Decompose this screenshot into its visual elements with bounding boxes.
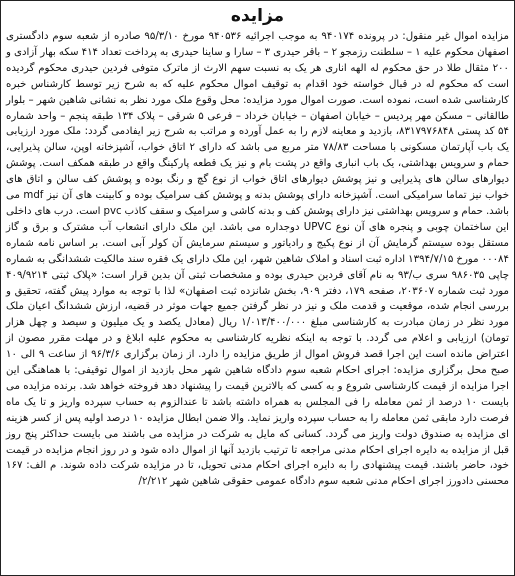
notice-body-text: مزایده اموال غیر منقول: در پرونده ۹۴۰۱۷۴ به موجب اجرائیه ۹۴۰۵۳۶ مورخ ۹۵/۳/۱۰ صادره از شعبه سوم دادگستری اصفهان محکوم علیه ۱ – سلطنت رزمجو ۲ – باقر حیدری ۳ – سارا و ساینا حیدری به پرداخت تعداد ۴۱۴ سکه بهار آزادی و ۲۰۰ مثقال طلا در حق محکوم له الهه اناری هر یک به نسبت سهم الارث از ماترک متوفی فردین حیدری محکوم گردیده است که محکوم له در قبال خواسته خود اقدام به توقیف اموال محکوم علیه که به شرح زیر توسط کارشناس خبره کارشناسی شده است، نموده است. صورت اموال مورد مزایده: محل وقوع ملک مورد نظر به نشانی شاهین شهر – بلوار طالقانی – مسکن مهر پردیس – خیابان اصفهان – خیابان خرداد – فرعی ۵ شرقی – پلاک ۱۳۴ طبقه پنجم – واحد شماره ۵۴ کد پستی ۸۳۱۷۹۷۶۸۴۸، بازدید و معاینه لازم را به عمل آورده و مراتب به شرح زیر ایفادمی گردد: ملک مورد ارزیابی یک باب آپارتمان مسکونی با مساحت ۷۸/۸۳ متر مربع می باشد که دارای ۲ اتاق خواب، آشپزخانه اوپن، سالن پذیرایی، حمام و سرویس بهداشتی، یک باب انباری واقع در پشت بام و نیز یک قطعه پارکینگ واقع در طبقه همکف است. پوشش دیوارهای سالن های پذیرایی و نیز پوشش دیوارهای اتاق خواب از نوع گچ و رنگ بوده و پوشش کف سالن و اتاق های خواب نیز تماما سرامیکی است. آشپزخانه دارای پوشش بدنه و پوشش کف سرامیک بوده و کابینت های آن نیز mdf می باشد. حمام و سرویس بهداشتی نیز دارای پوشش کف و بدنه کاشی و سرامیک و سقف کاذب pvc است. درب های داخلی این ساختمان چوبی و پنجره های آن نوع UPVC دوجداره می باشد. این ملک دارای انشعاب آب مشترک و برق و گاز مستقل بوده سیستم گرمایش آن از نوع پکیج و رادیاتور و سیستم سرمایش آن کولر آبی است. بر اساس نامه شماره ۰۰۰۸۴ مورخ ۱۳۹۴/۷/۱۵ اداره ثبت اسناد و املاک شاهین شهر، این ملک دارای یک فقره سند مالکیت ششدانگی به شماره چاپی ۹۸۶۰۳۵ سری ب/۹۳ به نام آقای فردین حیدری بوده و مشخصات ثبتی آن بدین قرار است: «پلاک ثبتی ۴۰۹/۹۲۱۴ مورد ثبت شماره ۲۰۳۶۰۷، صفحه ۱۷۹، دفتر ۹۰۹، بخش شانزده ثبت اصفهان» لذا با توجه به موارد پیش گفته، تحقیق و بررسی انجام شده، موقعیت و قدمت ملک و نیز در نظر گرفتن جمیع جهات موثر در قضیه، ارزش ششدانگ اعیان ملک مورد نظر در زمان مبادرت به کارشناسی مبلغ ۱/۰۱۳/۴۰۰/۰۰۰ ریال (معادل یکصد و یک میلیون و سیصد و چهل هزار تومان) ارزیابی و اعلام می گردد. با توجه به اینکه نظریه کارشناسی به محکوم علیه ابلاغ و در مهلت مقرر مصون از اعتراض مانده است این اجرا قصد فروش اموال از طریق مزایده را دارد. از زمان برگزاری ۹۶/۳/۶ از ساعت ۹ الی ۱۰ صبح محل برگزاری مزایده: اجرای احکام شعبه سوم دادگاه شاهین شهر محل بازدید از اموال توقیفی: با هماهنگی این اجرا مزایده از قیمت کارشناسی شروع و به کسی که بالاترین قیمت را پیشنهاد دهد فروخته خواهد شد. برنده مزایده می بایست ۱۰ درصد از ثمن معامله را فی المجلس به همراه داشته باشد تا عندالزوم به حساب سپرده واریز و تا یک ماه فرصت دارد مابقی ثمن معامله را به حساب سپرده واریز نماید. والا ضمن ابطال مزایده ۱۰ درصد اولیه پس از کسر هزینه ای مزایده به صندوق دولت واریز می گردد. کسانی که مایل به شرکت در مزایده می باشند می بایست حداکثر پنج روز قبل از مزایده به دایره اجرای احکام مدنی مراجعه تا ترتیب بازدید آنها از اموال داده شود و در روز انجام مزایده در قیمت خود، حاضر باشند. قیمت پیشنهادی را به دایره اجرای احکام مدنی تحویل، تا در مزایده شرکت داده شوند. م الف: ۱۶۷ محسنی دادورز اجرای احکام مدنی شعبه سوم دادگاه عمومی حقوقی شاهین شهر ۲/۲۱۲/ bbox=[6, 31, 510, 488]
notice-title: مزایده bbox=[230, 6, 285, 26]
